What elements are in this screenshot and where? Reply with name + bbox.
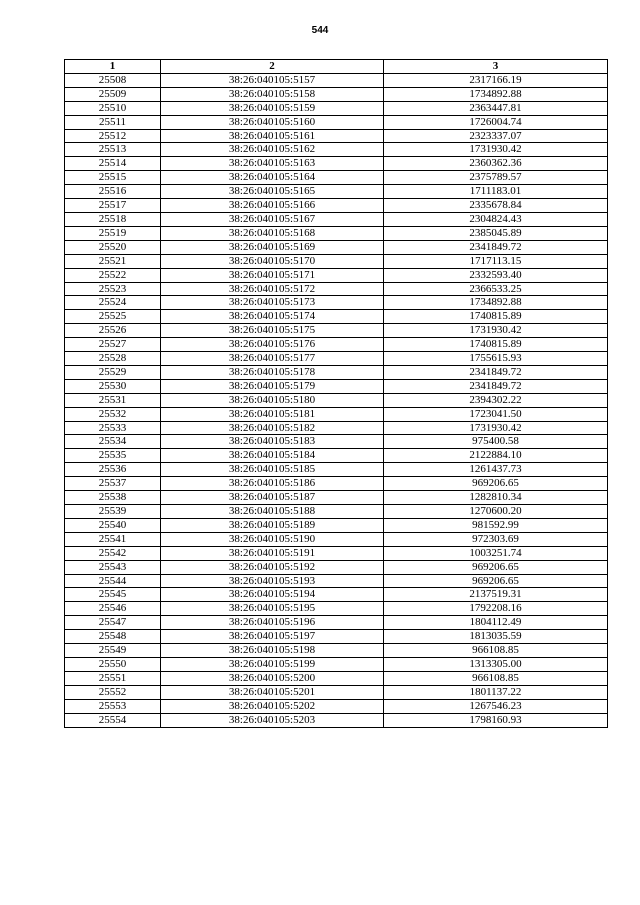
row-number-cell: 25539 — [65, 505, 161, 519]
value-cell: 1003251.74 — [384, 546, 608, 560]
table-row — [65, 532, 608, 546]
cadastral-number-cell: 38:26:040105:5161 — [161, 129, 384, 143]
row-number-cell: 25516 — [65, 185, 161, 199]
table-row — [65, 101, 608, 115]
value-cell: 1740815.89 — [384, 310, 608, 324]
row-number-cell: 25542 — [65, 546, 161, 560]
cadastral-number-cell: 38:26:040105:5202 — [161, 699, 384, 713]
row-number-cell: 25518 — [65, 212, 161, 226]
value-cell: 1731930.42 — [384, 421, 608, 435]
table-row — [65, 129, 608, 143]
table-row — [65, 644, 608, 658]
cadastral-number-cell: 38:26:040105:5192 — [161, 560, 384, 574]
row-number-cell: 25543 — [65, 560, 161, 574]
value-cell: 969206.65 — [384, 477, 608, 491]
cadastral-number-cell: 38:26:040105:5164 — [161, 171, 384, 185]
table-row — [65, 282, 608, 296]
row-number-cell: 25512 — [65, 129, 161, 143]
cadastral-number-cell: 38:26:040105:5201 — [161, 685, 384, 699]
value-cell: 969206.65 — [384, 574, 608, 588]
cadastral-number-cell: 38:26:040105:5162 — [161, 143, 384, 157]
cadastral-number-cell: 38:26:040105:5169 — [161, 240, 384, 254]
cadastral-number-cell: 38:26:040105:5187 — [161, 491, 384, 505]
value-cell: 1267546.23 — [384, 699, 608, 713]
value-cell: 1313305.00 — [384, 657, 608, 671]
value-cell: 1804112.49 — [384, 616, 608, 630]
value-cell: 969206.65 — [384, 560, 608, 574]
table-row — [65, 685, 608, 699]
table-row — [65, 449, 608, 463]
table-row — [65, 185, 608, 199]
table-row — [65, 379, 608, 393]
cadastral-number-cell: 38:26:040105:5180 — [161, 393, 384, 407]
value-cell: 2137519.31 — [384, 588, 608, 602]
value-cell: 1723041.50 — [384, 407, 608, 421]
page-number: 544 — [311, 25, 329, 36]
value-cell: 972303.69 — [384, 532, 608, 546]
value-cell: 1282810.34 — [384, 491, 608, 505]
column-header-2: 2 — [161, 60, 384, 74]
row-number-cell: 25553 — [65, 699, 161, 713]
cadastral-number-cell: 38:26:040105:5188 — [161, 505, 384, 519]
table-row — [65, 199, 608, 213]
table-row — [65, 352, 608, 366]
value-cell: 1755615.93 — [384, 352, 608, 366]
row-number-cell: 25521 — [65, 254, 161, 268]
table-row — [65, 713, 608, 727]
table-row — [65, 310, 608, 324]
table-row — [65, 699, 608, 713]
cadastral-number-cell: 38:26:040105:5166 — [161, 199, 384, 213]
value-cell: 2385045.89 — [384, 226, 608, 240]
cadastral-number-cell: 38:26:040105:5177 — [161, 352, 384, 366]
row-number-cell: 25513 — [65, 143, 161, 157]
cadastral-number-cell: 38:26:040105:5165 — [161, 185, 384, 199]
value-cell: 2304824.43 — [384, 212, 608, 226]
table-row — [65, 296, 608, 310]
table-row — [65, 212, 608, 226]
value-cell: 2335678.84 — [384, 199, 608, 213]
value-cell: 975400.58 — [384, 435, 608, 449]
table-row — [65, 254, 608, 268]
row-number-cell: 25549 — [65, 644, 161, 658]
table-row — [65, 365, 608, 379]
value-cell: 1261437.73 — [384, 463, 608, 477]
value-cell: 1726004.74 — [384, 115, 608, 129]
value-cell: 2323337.07 — [384, 129, 608, 143]
row-number-cell: 25540 — [65, 518, 161, 532]
value-cell: 2317166.19 — [384, 73, 608, 87]
table-row — [65, 115, 608, 129]
value-cell: 2363447.81 — [384, 101, 608, 115]
row-number-cell: 25511 — [65, 115, 161, 129]
table-row — [65, 73, 608, 87]
table-row — [65, 588, 608, 602]
row-number-cell: 25548 — [65, 630, 161, 644]
table-row — [65, 171, 608, 185]
row-number-cell: 25536 — [65, 463, 161, 477]
table-header — [65, 60, 608, 74]
value-cell: 1731930.42 — [384, 324, 608, 338]
cadastral-number-cell: 38:26:040105:5157 — [161, 73, 384, 87]
value-cell: 1798160.93 — [384, 713, 608, 727]
cadastral-number-cell: 38:26:040105:5163 — [161, 157, 384, 171]
cadastral-number-cell: 38:26:040105:5195 — [161, 602, 384, 616]
table-header-row — [65, 60, 608, 74]
cadastral-number-cell: 38:26:040105:5184 — [161, 449, 384, 463]
cadastral-number-cell: 38:26:040105:5167 — [161, 212, 384, 226]
cadastral-number-cell: 38:26:040105:5178 — [161, 365, 384, 379]
cadastral-number-cell: 38:26:040105:5171 — [161, 268, 384, 282]
cadastral-number-cell: 38:26:040105:5170 — [161, 254, 384, 268]
cadastral-number-cell: 38:26:040105:5172 — [161, 282, 384, 296]
row-number-cell: 25526 — [65, 324, 161, 338]
value-cell: 2394302.22 — [384, 393, 608, 407]
row-number-cell: 25535 — [65, 449, 161, 463]
table-row — [65, 407, 608, 421]
table-row — [65, 657, 608, 671]
value-cell: 1792208.16 — [384, 602, 608, 616]
cadastral-number-cell: 38:26:040105:5185 — [161, 463, 384, 477]
value-cell: 1740815.89 — [384, 338, 608, 352]
table-row — [65, 491, 608, 505]
table-row — [65, 574, 608, 588]
value-cell: 2366533.25 — [384, 282, 608, 296]
row-number-cell: 25523 — [65, 282, 161, 296]
value-cell: 1813035.59 — [384, 630, 608, 644]
cadastral-number-cell: 38:26:040105:5181 — [161, 407, 384, 421]
row-number-cell: 25541 — [65, 532, 161, 546]
value-cell: 1734892.88 — [384, 87, 608, 101]
row-number-cell: 25538 — [65, 491, 161, 505]
cadastral-number-cell: 38:26:040105:5197 — [161, 630, 384, 644]
cadastral-number-cell: 38:26:040105:5199 — [161, 657, 384, 671]
value-cell: 981592.99 — [384, 518, 608, 532]
row-number-cell: 25522 — [65, 268, 161, 282]
cadastral-number-cell: 38:26:040105:5168 — [161, 226, 384, 240]
cadastral-number-cell: 38:26:040105:5179 — [161, 379, 384, 393]
row-number-cell: 25529 — [65, 365, 161, 379]
cadastral-number-cell: 38:26:040105:5191 — [161, 546, 384, 560]
table-row — [65, 546, 608, 560]
value-cell: 1801137.22 — [384, 685, 608, 699]
row-number-cell: 25531 — [65, 393, 161, 407]
cadastral-number-cell: 38:26:040105:5186 — [161, 477, 384, 491]
value-cell: 2341849.72 — [384, 379, 608, 393]
table-row — [65, 435, 608, 449]
cadastral-number-cell: 38:26:040105:5196 — [161, 616, 384, 630]
table-row — [65, 505, 608, 519]
value-cell: 1270600.20 — [384, 505, 608, 519]
row-number-cell: 25515 — [65, 171, 161, 185]
table-row — [65, 324, 608, 338]
cadastral-number-cell: 38:26:040105:5193 — [161, 574, 384, 588]
column-header-3: 3 — [384, 60, 608, 74]
table-row — [65, 87, 608, 101]
value-cell: 2375789.57 — [384, 171, 608, 185]
value-cell: 2332593.40 — [384, 268, 608, 282]
cadastral-number-cell: 38:26:040105:5175 — [161, 324, 384, 338]
column-header-1: 1 — [65, 60, 161, 74]
value-cell: 2360362.36 — [384, 157, 608, 171]
row-number-cell: 25527 — [65, 338, 161, 352]
row-number-cell: 25537 — [65, 477, 161, 491]
cadastral-number-cell: 38:26:040105:5159 — [161, 101, 384, 115]
table-row — [65, 518, 608, 532]
row-number-cell: 25508 — [65, 73, 161, 87]
value-cell: 2341849.72 — [384, 365, 608, 379]
value-cell: 1734892.88 — [384, 296, 608, 310]
value-cell: 966108.85 — [384, 671, 608, 685]
table-row — [65, 477, 608, 491]
cadastral-number-cell: 38:26:040105:5183 — [161, 435, 384, 449]
row-number-cell: 25519 — [65, 226, 161, 240]
row-number-cell: 25530 — [65, 379, 161, 393]
row-number-cell: 25533 — [65, 421, 161, 435]
cadastral-number-cell: 38:26:040105:5173 — [161, 296, 384, 310]
row-number-cell: 25524 — [65, 296, 161, 310]
cadastral-number-cell: 38:26:040105:5182 — [161, 421, 384, 435]
cadastral-number-cell: 38:26:040105:5158 — [161, 87, 384, 101]
row-number-cell: 25525 — [65, 310, 161, 324]
table-row — [65, 421, 608, 435]
value-cell: 2341849.72 — [384, 240, 608, 254]
row-number-cell: 25514 — [65, 157, 161, 171]
row-number-cell: 25552 — [65, 685, 161, 699]
value-cell: 1731930.42 — [384, 143, 608, 157]
row-number-cell: 25545 — [65, 588, 161, 602]
cadastral-number-cell: 38:26:040105:5176 — [161, 338, 384, 352]
row-number-cell: 25517 — [65, 199, 161, 213]
value-cell: 2122884.10 — [384, 449, 608, 463]
cadastral-number-cell: 38:26:040105:5203 — [161, 713, 384, 727]
table-row — [65, 268, 608, 282]
row-number-cell: 25532 — [65, 407, 161, 421]
row-number-cell: 25520 — [65, 240, 161, 254]
cadastral-number-cell: 38:26:040105:5160 — [161, 115, 384, 129]
row-number-cell: 25551 — [65, 671, 161, 685]
table-row — [65, 143, 608, 157]
table-row — [65, 226, 608, 240]
table-row — [65, 616, 608, 630]
table-body — [65, 73, 608, 727]
table-row — [65, 157, 608, 171]
row-number-cell: 25509 — [65, 87, 161, 101]
row-number-cell: 25510 — [65, 101, 161, 115]
table-row — [65, 338, 608, 352]
table-row — [65, 671, 608, 685]
row-number-cell: 25544 — [65, 574, 161, 588]
row-number-cell: 25546 — [65, 602, 161, 616]
row-number-cell: 25554 — [65, 713, 161, 727]
cadastral-number-cell: 38:26:040105:5200 — [161, 671, 384, 685]
table-row — [65, 463, 608, 477]
value-cell: 966108.85 — [384, 644, 608, 658]
row-number-cell: 25528 — [65, 352, 161, 366]
value-cell: 1717113.15 — [384, 254, 608, 268]
cadastral-number-cell: 38:26:040105:5198 — [161, 644, 384, 658]
cadastral-number-cell: 38:26:040105:5194 — [161, 588, 384, 602]
cadastral-number-cell: 38:26:040105:5174 — [161, 310, 384, 324]
cadastral-number-cell: 38:26:040105:5189 — [161, 518, 384, 532]
row-number-cell: 25550 — [65, 657, 161, 671]
table-row — [65, 630, 608, 644]
data-table — [64, 59, 608, 728]
table-row — [65, 240, 608, 254]
table-row — [65, 560, 608, 574]
row-number-cell: 25547 — [65, 616, 161, 630]
row-number-cell: 25534 — [65, 435, 161, 449]
table-row — [65, 602, 608, 616]
value-cell: 1711183.01 — [384, 185, 608, 199]
cadastral-number-cell: 38:26:040105:5190 — [161, 532, 384, 546]
table-row — [65, 393, 608, 407]
